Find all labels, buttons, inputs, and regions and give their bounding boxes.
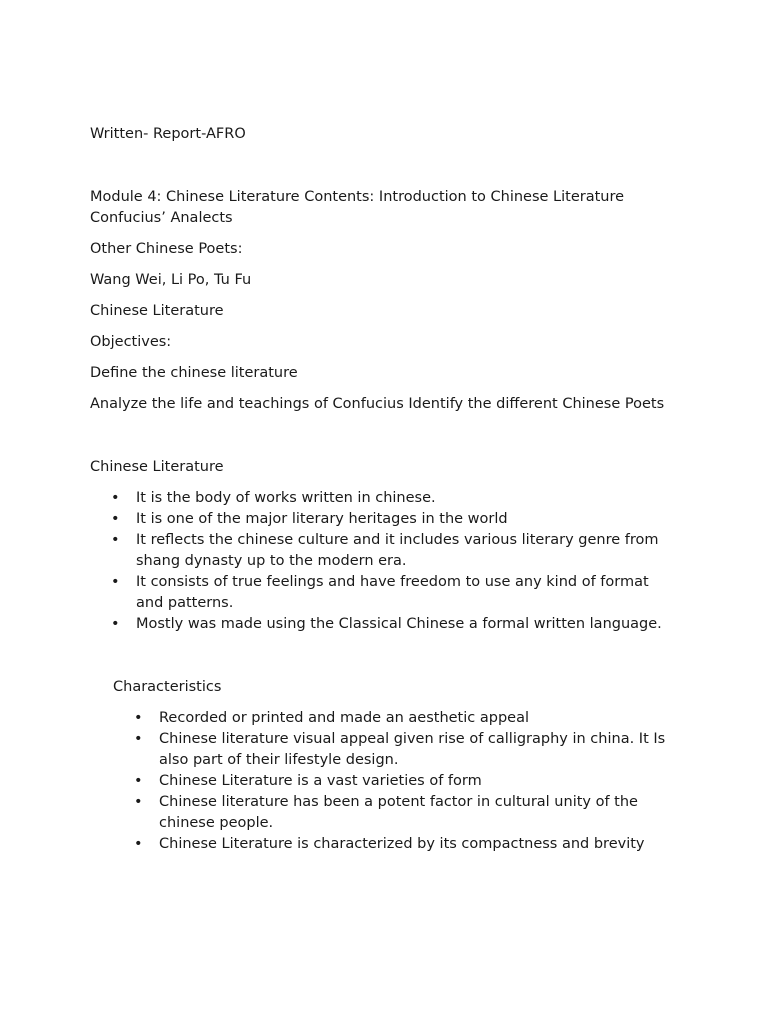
list-item	[113, 834, 680, 855]
list-item	[113, 792, 680, 834]
bullet-icon: •	[111, 574, 120, 590]
list-item-text: It consists of true feelings and have freedom to use any kind of format and patterns.	[136, 574, 649, 611]
bullet-list-characteristics	[113, 708, 680, 855]
paragraph-module: Module 4: Chinese Literature Contents: Introduction to Chinese Literature Confucius’ Analects	[90, 189, 625, 226]
list-item	[113, 771, 680, 792]
list-item-text: Mostly was made using the Classical Chinese a formal written language.	[136, 616, 662, 632]
paragraph-poet-names: Wang Wei, Li Po, Tu Fu	[90, 272, 252, 288]
list-item-text: It is the body of works written in chinese.	[136, 490, 436, 506]
bullet-icon: •	[134, 773, 143, 789]
bullet-icon: •	[134, 794, 143, 810]
paragraph-objectives: Objectives:	[90, 334, 172, 350]
list-item-text: Chinese literature visual appeal given rise of calligraphy in china. It Is also part of their lifestyle design.	[159, 731, 666, 768]
bullet-icon: •	[111, 490, 120, 506]
list-item	[113, 708, 680, 729]
bullet-icon: •	[111, 532, 120, 548]
paragraph-objective-analyze: Analyze the life and teachings of Confucius Identify the different Chinese Poets	[90, 396, 665, 412]
list-item	[90, 530, 680, 572]
list-item	[90, 488, 680, 509]
paragraph-other-poets: Other Chinese Poets:	[90, 241, 243, 257]
list-item-text: Recorded or printed and made an aesthetic appeal	[159, 710, 529, 726]
list-item	[90, 614, 680, 635]
characteristics-section	[113, 677, 680, 855]
bullet-icon: •	[134, 710, 143, 726]
list-item-text: Chinese Literature is characterized by its compactness and brevity	[159, 836, 645, 852]
paragraph-chinese-literature: Chinese Literature	[90, 303, 224, 319]
section-heading-chinese-literature: Chinese Literature	[90, 459, 224, 475]
list-item	[113, 729, 680, 771]
list-item-text: Chinese literature has been a potent factor in cultural unity of the chinese people.	[159, 794, 638, 831]
bullet-icon: •	[111, 511, 120, 527]
list-item-text: It is one of the major literary heritages in the world	[136, 511, 508, 527]
document-title: Written- Report-AFRO	[90, 126, 246, 142]
list-item	[90, 572, 680, 614]
list-item	[90, 509, 680, 530]
bullet-icon: •	[134, 731, 143, 747]
section-heading-characteristics: Characteristics	[113, 679, 222, 695]
bullet-icon: •	[134, 836, 143, 852]
list-item-text: Chinese Literature is a vast varieties of form	[159, 773, 482, 789]
paragraph-objective-define: Define the chinese literature	[90, 365, 298, 381]
document-body	[90, 124, 680, 855]
list-item-text: It reflects the chinese culture and it includes various literary genre from shang dynasty up to the modern era.	[136, 532, 659, 569]
bullet-icon: •	[111, 616, 120, 632]
bullet-list-chinese-literature	[90, 488, 680, 635]
